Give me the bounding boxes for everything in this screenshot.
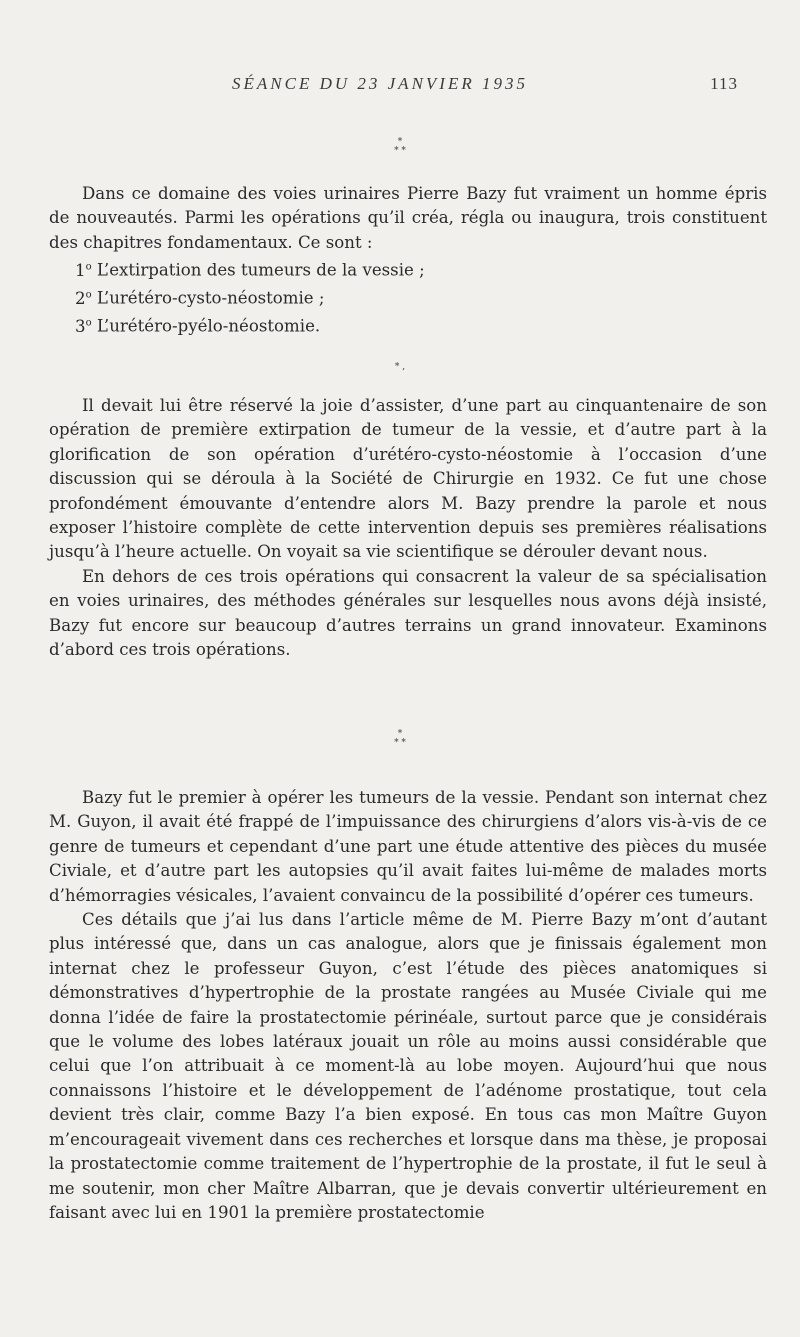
section-divider-2	[0, 363, 800, 372]
paragraph: Ces détails que j’ai lus dans l’article même de M. Pierre Bazy m’ont d’autant plus intéressé que, dans un cas analogue, alors que je finissais également mon internat chez le professeur Guyon, c’est l’étude des pièces anatomiques si démonstratives d’hypertrophie de la prostate rangées au Musée Civiale qui me donna l’idée de faire la prostatectomie périnéale, surtout parce que je considérais que le volume des lobes latéraux jouait un rôle au moins aussi considérable que celui que l’on attribuait à ce moment-là au lobe moyen. Aujourd’hui que nous connaissons l’histoire et le développement de l’adénome prostatique, tout cela devient très clair, comme Bazy l’a bien exposé. En tous cas mon Maître Guyon m’encourageait vivement dans ces recherches et lorsque dans ma thèse, je proposai la prostatectomie comme traitement de l’hypertrophie de la prostate, il fut le seul à me soutenir, mon cher Maître Albarran, que je devais convertir ultérieurement en faisant avec lui en 1901 la première prostatectomie	[49, 910, 767, 1222]
section-2	[49, 394, 767, 662]
page-number: 113	[710, 74, 738, 93]
paragraph: Il devait lui être réservé la joie d’assister, d’une part au cinquantenaire de son opération de première extirpation de tumeur de la vessie, et d’autre part à la glorification de son opération d’urétéro-cysto-néostomie à l’occasion d’une discussion qui se déroula à la Société de Chirurgie en 1932. Ce fut une chose profondément émouvante d’entendre alors M. Bazy prendre la parole et nous exposer l’histoire complète de cette intervention depuis ses premières réalisations jusqu’à l’heure actuelle. On voyait sa vie scientifique se dérouler devant nous.	[49, 396, 767, 562]
divider-marks: * ,	[394, 362, 406, 372]
divider-star-top: *	[397, 729, 403, 739]
divider-star-bottom: * *	[394, 738, 406, 748]
section-3	[49, 786, 767, 1225]
list-item	[49, 255, 767, 283]
paragraph: En dehors de ces trois opérations qui consacrent la valeur de sa spécialisation en voies urinaires, des méthodes générales sur lesquelles nous avons déjà insisté, Bazy fut encore sur beaucoup d’autres terrains un grand innovateur. Examinons d’abord ces trois opérations.	[49, 566, 767, 660]
list-item	[49, 283, 767, 311]
list-number: 1$^o$	[75, 260, 92, 280]
list-text: L’urétéro-pyélo-néostomie.	[96, 316, 321, 336]
divider-star-top: *	[397, 137, 403, 147]
list-text: L’extirpation des tumeurs de la vessie ;	[96, 260, 425, 280]
list-number: 2$^o$	[75, 288, 92, 308]
divider-star-bottom: * *	[394, 146, 406, 156]
list-number: 3$^o$	[75, 316, 92, 336]
paragraph: Dans ce domaine des voies urinaires Pierre Bazy fut vraiment un homme épris de nouveautés. Parmi les opérations qu’il créa, régla ou inaugura, trois constituent des chapitres fondamentaux. Ce sont :	[49, 184, 767, 252]
list-item	[49, 311, 767, 339]
list-text: L’urétéro-cysto-néostomie ;	[96, 288, 325, 308]
section-divider-1	[0, 138, 800, 156]
running-head	[0, 74, 800, 98]
paragraph: Bazy fut le premier à opérer les tumeurs de la vessie. Pendant son internat chez M. Guyon, il avait été frappé de l’impuissance des chirurgiens d’alors vis-à-vis de ce genre de tumeurs et cependant d’une part une étude attentive des pièces du musée Civiale, et d’autre part les autopsies qu’il avait faites lui-même de malades morts d’hémorragies vésicales, l’avaient convaincu de la possibilité d’opérer ces tumeurs.	[49, 788, 767, 905]
section-1	[49, 182, 767, 339]
section-divider-3	[0, 730, 800, 748]
running-title: SÉANCE DU 23 JANVIER 1935	[232, 74, 528, 93]
